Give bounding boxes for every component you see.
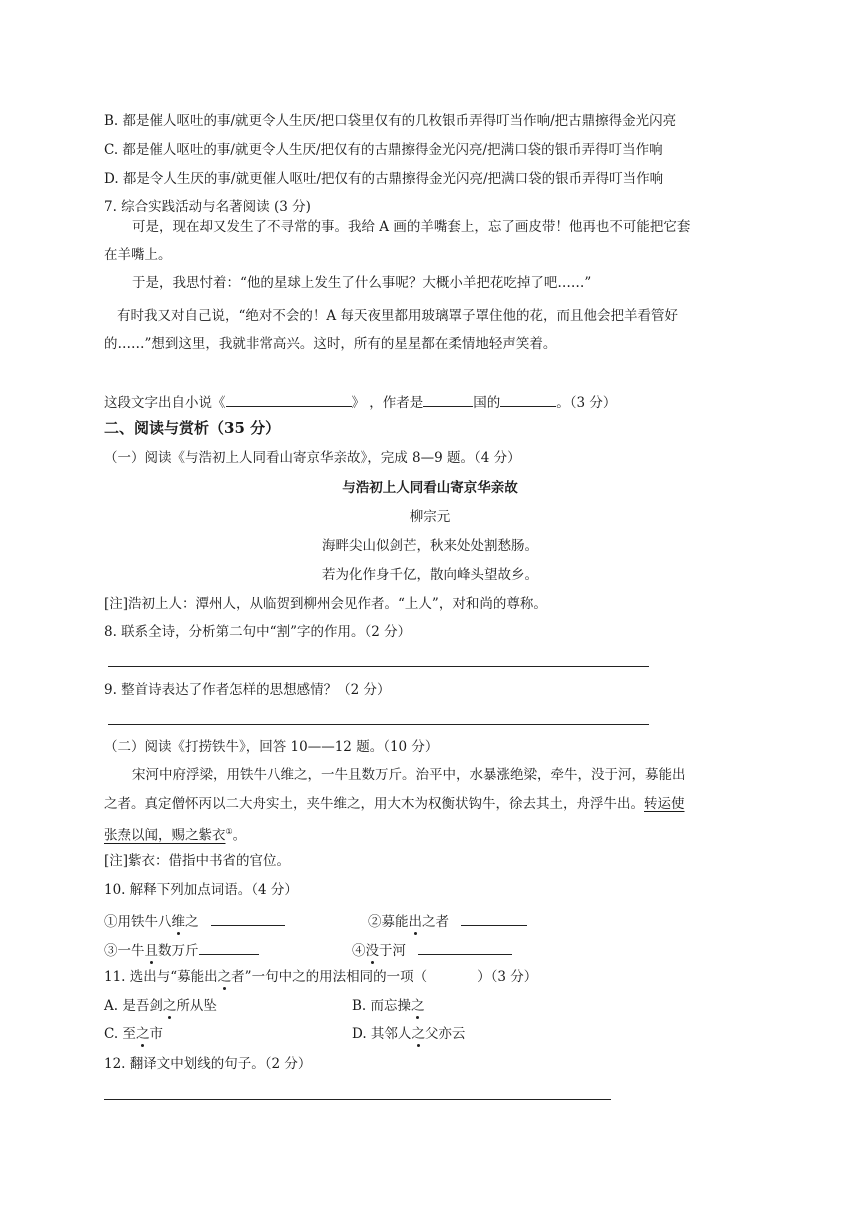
q11-option-a	[104, 997, 217, 1015]
question-9: 9. 整首诗表达了作者怎样的思想感情？（2 分）	[104, 682, 391, 698]
answer-blank-q10-1[interactable]	[211, 911, 285, 926]
q11-option-c-post: 市	[149, 1026, 163, 1042]
q10-item-4-post: 于河	[379, 943, 406, 959]
poem-section-intro: （一）阅读《与浩初上人同看山寄京华亲故》，完成 8—9 题。（4 分）	[104, 450, 521, 466]
prose-passage-line1: 宋河中府浮梁，用铁牛八维之，一牛且数万斤。治平中，水暴涨绝梁，牵牛，没于河，募能出	[132, 767, 686, 783]
answer-line-q8[interactable]	[108, 666, 649, 667]
question-11-text-a: 11. 选出与“募能出	[104, 969, 218, 985]
poem-line-2: 若为化作身千亿，散向峰头望故乡。	[322, 567, 538, 583]
q11-option-c-dot: 之	[135, 1026, 150, 1042]
question-11-text-b: 者”一句中之的用法相同的一项（	[231, 969, 428, 985]
q7-passage-p1-line2: 在羊嘴上。	[104, 247, 172, 263]
prose-section-intro: （二）阅读《打捞铁牛》，回答 10——12 题。（10 分）	[104, 739, 439, 755]
q7-title: 7. 综合实践活动与名著阅读 (3 分)	[104, 199, 311, 215]
q11-option-d-pre: D. 其邻人	[352, 1026, 412, 1042]
prose-note: [注]紫衣：借指中书省的官位。	[104, 853, 291, 869]
q7-fill-line	[104, 392, 616, 412]
q11-option-d	[352, 1025, 465, 1043]
prose-passage-line3-end: 。	[232, 827, 247, 844]
q11-option-d-dot: 之	[411, 1026, 425, 1042]
q7-passage-p3-line1: 有时我又对自己说，“绝对不会的！A 每天夜里都用玻璃罩子罩住他的花，而且他会把羊看管好	[117, 308, 678, 324]
answer-blank-author[interactable]	[500, 392, 556, 407]
dotted-word-qie: 且	[144, 943, 158, 959]
q11-option-b-dot: 之	[411, 998, 425, 1014]
q7-passage-p3-line2: 的……”想到这里，我就非常高兴。这时，所有的星星都在柔情地轻声笑着。	[104, 336, 557, 352]
answer-blank-q10-3[interactable]	[199, 940, 259, 955]
question-11-text-c: ）（3 分）	[477, 969, 538, 985]
q6-option-b: B. 都是催人呕吐的事/就更令人生厌/把口袋里仅有的几枚银币弄得叮当作响/把古鼎擦得金光闪亮	[104, 113, 677, 129]
question-11	[104, 968, 537, 986]
q10-item-3-pre: ③一牛	[104, 943, 145, 959]
q7-passage-p2: 于是，我思忖着：“他的星球上发生了什么事呢？大概小羊把花吃掉了吧……”	[132, 275, 592, 291]
q11-option-a-pre: A. 是吾剑	[104, 998, 163, 1014]
prose-passage-line3	[104, 823, 246, 845]
answer-line-q9[interactable]	[108, 724, 649, 725]
answer-blank-q10-2[interactable]	[461, 911, 527, 926]
q10-item-3-post: 数万斤	[158, 943, 199, 959]
q10-item-4-pre: ④	[352, 943, 366, 959]
poem-title: 与浩初上人同看山寄京华亲故	[342, 480, 518, 496]
dotted-word-zhi: 之	[217, 969, 232, 985]
answer-blank-novel-title[interactable]	[226, 392, 352, 407]
dotted-word-mo: 没	[365, 943, 379, 959]
q10-item-2-post: 之者	[422, 914, 449, 930]
q6-option-c: C. 都是催人呕吐的事/就更令人生厌/把仅有的古鼎擦得金光闪亮/把满口袋的银币弄得叮当作响	[104, 142, 663, 158]
dotted-word-wei: 维	[171, 914, 185, 930]
prose-passage-line2-text: 之者。真定僧怀丙以二大舟实土，夹牛维之，用大木为权衡状钩牛，徐去其土，舟浮牛出。	[104, 796, 644, 812]
answer-blank-q10-4[interactable]	[418, 940, 512, 955]
q11-option-a-dot: 之	[162, 998, 177, 1014]
underlined-sentence-part1: 转运使	[644, 796, 685, 812]
poem-author: 柳宗元	[409, 509, 451, 525]
question-12: 12. 翻译文中划线的句子。（2 分）	[104, 1056, 312, 1072]
prose-passage-line2	[104, 795, 685, 813]
underlined-sentence-part2: 张焘以闻，赐之紫衣	[104, 827, 226, 844]
section-heading-reading: 二、阅读与赏析（35 分）	[104, 419, 281, 437]
q10-item-1-post: 之	[185, 914, 199, 930]
q7-passage-p1-line1: 可是，现在却又发生了不寻常的事。我给 A 画的羊嘴套上，忘了画皮带！他再也不可能把它套	[132, 219, 691, 235]
q10-item-2-pre: ②募能	[368, 914, 409, 930]
q11-option-c-pre: C. 至	[104, 1026, 136, 1042]
question-8: 8. 联系全诗，分析第二句中“割”字的作用。（2 分）	[104, 624, 412, 640]
q6-option-d: D. 都是令人生厌的事/就更催人呕吐/把仅有的古鼎擦得金光闪亮/把满口袋的银币弄得叮当作响	[104, 171, 664, 187]
poem-note: [注]浩初上人：潭州人，从临贺到柳州会见作者。“上人”，对和尚的尊称。	[104, 596, 547, 612]
q10-item-4	[352, 940, 512, 960]
dotted-word-chu: 出	[408, 914, 422, 930]
q11-option-a-post: 所从坠	[176, 998, 217, 1014]
q7-fill-text-2: 》 ，作者是	[351, 395, 424, 411]
q7-fill-text-3: 国的	[473, 395, 501, 411]
q11-option-b-pre: B. 而忘操	[352, 998, 412, 1014]
footnote-marker: ①	[225, 827, 233, 836]
q10-item-2	[368, 911, 527, 931]
q10-item-1	[104, 911, 285, 931]
q10-item-1-pre: ①用铁牛八	[104, 914, 172, 930]
q7-fill-text-1: 这段文字出自小说《	[104, 395, 226, 411]
question-10: 10. 解释下列加点词语。（4 分）	[104, 882, 298, 898]
answer-line-q12[interactable]	[104, 1099, 611, 1100]
q7-fill-text-4: 。（3 分）	[556, 395, 617, 411]
q11-option-c	[104, 1025, 163, 1043]
q10-item-3	[104, 940, 259, 960]
q11-option-b	[352, 997, 425, 1015]
poem-line-1: 海畔尖山似剑芒，秋来处处割愁肠。	[322, 538, 538, 554]
answer-blank-country[interactable]	[423, 392, 473, 407]
q11-option-d-post: 父亦云	[424, 1026, 466, 1042]
